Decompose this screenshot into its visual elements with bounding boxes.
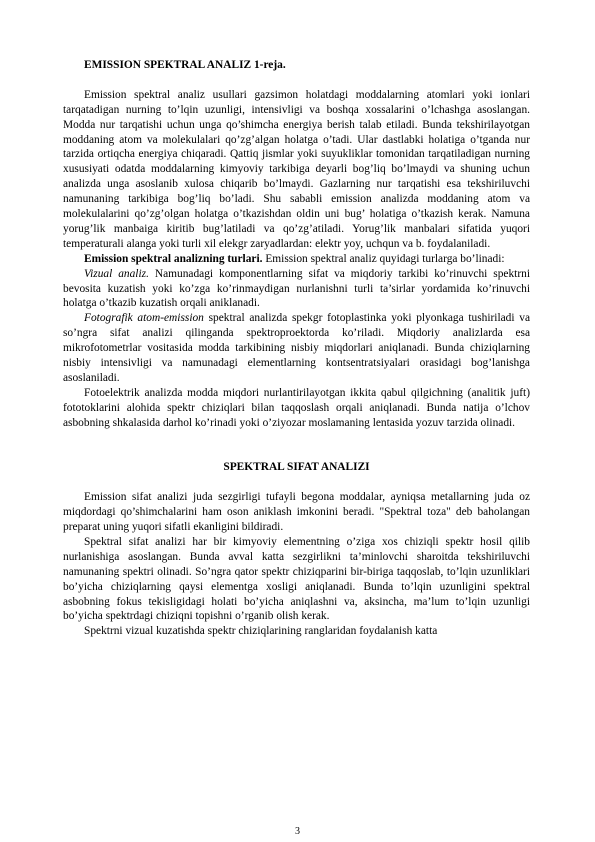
paragraph-intro: Emission spektral analiz usullari gazsimon holatdagi moddalarning atomlari yoki ionlari tarqatadigan nurning to’lqin uzunligi, intensivligi va boshqa xossalarini o’lchashga asoslangan. Modda nur tarqatishi uchun unga qo’shimcha energiya berish talab etiladi. Bunda tekshirilayotgan moddaning atom va molekulalari qo’zg’algan holatga o’tadi. Ular dastlabki holatiga o’tganda nur tarzida ortiqcha energiya chiqaradi. Qattiq jismlar yoki suyukliklar tomonidan tarqatiladigan nurning xususiyati odatda moddalarning kimyoviy tarkibiga deyarli bog’liq bo’lmaydi va shuning uchun analizda unga asoslanib xulosa chiqarib bo’lmaydi. Gazlarning nur tarqatishi esa tekshiriluvchi namunaning tarkibiga bog’liq bo’ladi. Shu sababli emission analizda moddaning atom va molekulalarini qo’zg’olgan holatga o’tkazishdan oldin uni bug’ holatiga o’tkazish kerak. Namuna yorug’lik manbaiga kiritib bug’latiladi va qo’zg’atiladi. Yorug’lik manbalari sifatida yuqori temperaturali alanga yoki turli xil elekgr zaryadlardan: elektr yoy, uchqun va b. foydalaniladi. (63, 88, 530, 250)
paragraph-line-spectrum: Spektral sifat analizi har bir kimyoviy elementning o’ziga xos chiziqli spektr hosil qilib nurlanishiga asoslangan. Bunda avval katta sezgirlikni ta’minlovchi sharoitda tekshiriluvchi namunaning spektri olinadi. So’ngra qator spektr chiziqparini bir-biriga taqqoslab, to’lqin uzunliklari bo’yicha chiziqlarning qaysi elementga xosligi aniqlanadi. Bunda to’lqin uzunligini spektral asbobning fokus tekisligidagi holati bo’yicha aniqlashni va, aksincha, ma’lum to’lqin uzunligi bo’yicha spektrdagi chiziqni topishni o’rganib olish kerak. (63, 535, 530, 623)
paragraph-qualitative: Emission sifat analizi juda sezgirligi tufayli begona moddalar, ayniqsa metallarning juda oz miqdordagi qo’shimchalarini ham oson aniklash imkonini beradi. "Spektral toza" deb baholangan preparat uning yuqori sifatli ekanligini bildiradi. (63, 491, 530, 534)
page-number: 3 (295, 826, 300, 837)
paragraph-visual (63, 267, 530, 312)
photographic-term: Fotografik atom-emission (84, 312, 204, 325)
paragraph-photoelectric: Fotoelektrik analizda modda miqdori nurlantirilayotgan ikkita qabul qilgichning (analitik juft) fototoklarini alohida spektr chiziqlari bilan taqqoslash orqali aniqlanadi. Bunda natija o’lchov asbobning shkalasida darhol ko’rinadi yoki o’ziyozar moslamaning lentasida yozuv tarzida olinadi. (63, 386, 530, 429)
types-heading: Emission spektral analizning turlari. (84, 252, 263, 265)
spacer (63, 431, 530, 461)
paragraph-photographic (63, 311, 530, 386)
types-text: Emission spektral analiz quyidagi turlarga bo’linadi: (262, 252, 505, 265)
photographic-text: spektral analizda spekgr fotoplastinka yoki plyonkaga tushiriladi va so’ngra sifat analizi qilinganda spektroproektorda ko’riladi. Miqdoriy analizlarda esa mikrofotometrlar vositasida modda tarkibining nisbiy miqdorlari aniqlanadi. Bunda chiziqlarning nisbiy intensivligi va namunadagi elementlarning kontsentratsiyalari orasidagi bog’lanishga asoslaniladi. (63, 312, 530, 385)
visual-text: Namunadagi komponentlarning sifat va miqdoriy tarkibi ko’rinuvchi spektrni bevosita kuzatish yoki ko’zga ko’rinmaydigan nurlanishni turli ta’sirlar yordamida ko’rinuvchi holatga o’tkazib kuzatish orqali aniklanadi. (63, 267, 530, 310)
paragraph-visual-observation: Spektrni vizual kuzatishda spektr chiziqlarining ranglaridan foydalanish katta (84, 625, 438, 638)
section-heading: SPEKTRAL SIFAT ANALIZI (223, 461, 370, 474)
visual-term: Vizual analiz. (84, 267, 149, 280)
section-title: EMISSION SPEKTRAL ANALIZ 1-reja. (84, 59, 286, 71)
paragraph-types (63, 252, 530, 267)
document-body (63, 58, 530, 639)
